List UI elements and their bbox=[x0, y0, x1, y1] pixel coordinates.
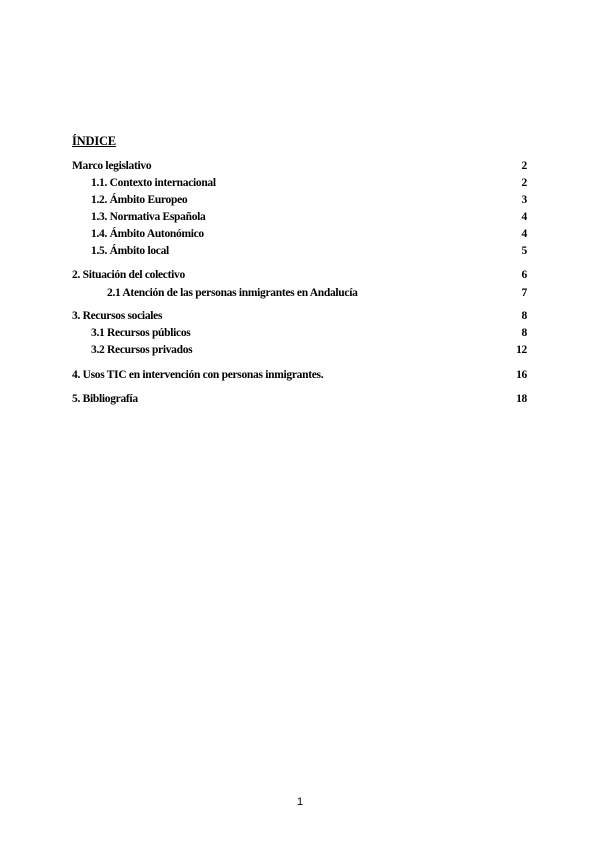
toc-entry bbox=[72, 285, 527, 301]
toc-entry-label: 3.1 Recursos públicos bbox=[91, 327, 191, 339]
toc-entry-label: Marco legislativo bbox=[72, 160, 152, 172]
toc-entry-page: 8 bbox=[521, 310, 527, 322]
toc-entry-page: 6 bbox=[521, 269, 527, 281]
toc-entry-page: 18 bbox=[516, 393, 527, 405]
toc-entry-page: 3 bbox=[521, 194, 527, 206]
toc-entry bbox=[72, 367, 527, 383]
toc-entry bbox=[72, 308, 527, 324]
toc-entry-label: 1.3. Normativa Española bbox=[91, 211, 206, 223]
toc-entry-label: 3. Recursos sociales bbox=[72, 310, 163, 322]
toc-entry-label: 1.1. Contexto internacional bbox=[91, 177, 216, 189]
toc-entry bbox=[72, 175, 527, 191]
toc-entry bbox=[72, 243, 527, 259]
toc-entry-page: 16 bbox=[516, 369, 527, 381]
toc-entry-label: 1.5. Ámbito local bbox=[91, 245, 169, 257]
toc-entry-page: 5 bbox=[521, 245, 527, 257]
toc-entry-label: 2. Situación del colectivo bbox=[72, 269, 185, 281]
toc-entry-label: 2.1 Atención de las personas inmigrantes en Andalucía bbox=[107, 287, 358, 299]
toc-entry bbox=[72, 158, 527, 174]
toc-entry bbox=[72, 391, 527, 407]
toc-entry-page: 4 bbox=[521, 228, 527, 240]
toc-entry bbox=[72, 226, 527, 242]
toc-entry bbox=[72, 267, 527, 283]
toc-entry-page: 12 bbox=[516, 344, 527, 356]
toc-entry-page: 2 bbox=[521, 160, 527, 172]
toc-entry bbox=[72, 342, 527, 358]
toc-entry-label: 5. Bibliografía bbox=[72, 393, 138, 405]
toc-entry-page: 2 bbox=[521, 177, 527, 189]
toc-entry-page: 8 bbox=[521, 327, 527, 339]
toc-entry-page: 7 bbox=[521, 287, 527, 299]
toc-entry bbox=[72, 192, 527, 208]
toc-heading: ÍNDICE bbox=[72, 134, 116, 148]
toc-entry-page: 4 bbox=[521, 211, 527, 223]
toc-entry bbox=[72, 209, 527, 225]
page-number: 1 bbox=[296, 796, 304, 808]
toc-entry-label: 1.4. Ámbito Autonómico bbox=[91, 228, 204, 240]
toc-entry bbox=[72, 325, 527, 341]
toc-entry-label: 3.2 Recursos privados bbox=[91, 344, 193, 356]
toc-entry-label: 4. Usos TIC en intervención con personas inmigrantes. bbox=[72, 369, 324, 381]
toc-entry-label: 1.2. Ámbito Europeo bbox=[91, 194, 188, 206]
